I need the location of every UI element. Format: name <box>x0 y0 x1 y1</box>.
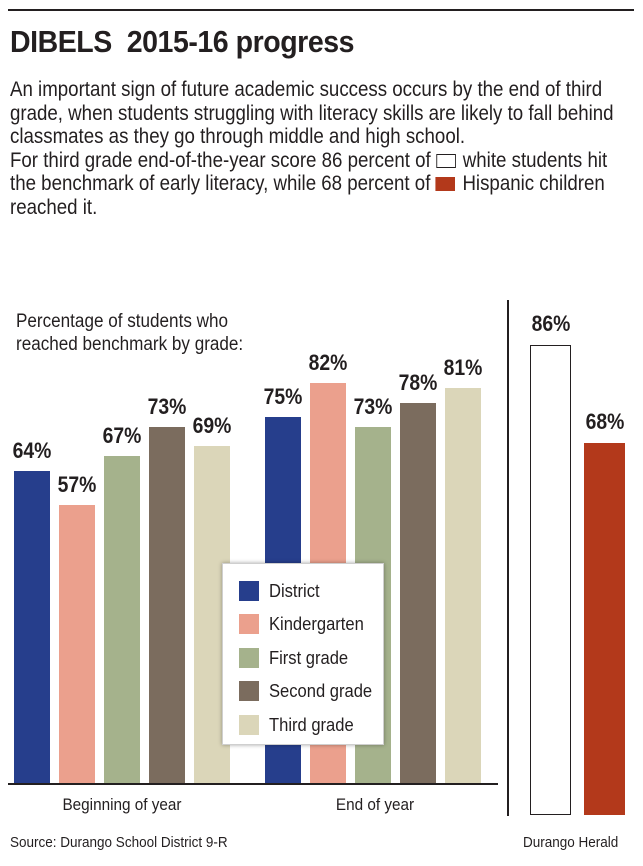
legend-swatch-kindergarten <box>239 614 259 634</box>
intro-text <box>10 78 633 219</box>
bar-end-of-year-third-grade <box>445 388 481 783</box>
value-label-end-of-year-second-grade: 78% <box>398 369 438 395</box>
value-label-end-of-year-kindergarten: 82% <box>308 350 348 375</box>
chart-subtitle: Percentage of students who reached benchmark by grade: <box>16 311 244 355</box>
bar-hispanic <box>584 443 625 815</box>
legend-swatch-second-grade <box>239 681 259 701</box>
bar-beginning-of-year-kindergarten <box>59 505 95 783</box>
x-label-beginning-of-year: Beginning of year <box>62 795 182 814</box>
value-label-beginning-of-year-third-grade: 69% <box>192 413 232 439</box>
credit-line: Durango Herald <box>523 834 619 851</box>
white-students-swatch <box>436 154 456 168</box>
legend-item-kindergarten <box>239 612 389 636</box>
legend-label-first-grade: First grade <box>269 648 349 668</box>
bar-beginning-of-year-district <box>14 471 50 783</box>
x-label-end-of-year: End of year <box>335 795 415 814</box>
value-label-white: 86% <box>531 311 570 336</box>
value-label-beginning-of-year-second-grade: 73% <box>147 393 187 419</box>
section-divider <box>507 300 509 816</box>
bar-beginning-of-year-first-grade <box>104 456 140 783</box>
intro-comparison-start: For third grade end-of-the-year score 86 percent of <box>10 148 431 172</box>
bar-white <box>530 345 571 815</box>
bar-end-of-year-second-grade <box>400 403 436 783</box>
value-label-hispanic: 68% <box>585 409 624 435</box>
source-note: Source: Durango School District 9-R <box>10 834 228 851</box>
legend-item-third-grade <box>239 713 389 737</box>
value-label-beginning-of-year-first-grade: 67% <box>102 423 142 449</box>
intro-comparison <box>10 149 633 220</box>
chart-title: DIBELS 2015-16 progress <box>10 24 355 59</box>
hispanic-students-swatch <box>436 177 456 191</box>
intro-paragraph: An important sign of future academic success occurs by the end of third grade, when students struggling with literacy skills are likely to fall behind classmates as they go through middle and high school. <box>10 78 614 148</box>
legend-label-district: District <box>269 581 320 601</box>
intro-comparison-end: Hispanic children reached it. <box>10 172 605 219</box>
value-label-end-of-year-district: 75% <box>263 384 303 410</box>
value-label-beginning-of-year-kindergarten: 57% <box>57 471 97 497</box>
value-label-beginning-of-year-district: 64% <box>12 437 52 463</box>
value-label-end-of-year-first-grade: 73% <box>353 393 393 419</box>
legend-swatch-third-grade <box>239 715 259 735</box>
legend-label-second-grade: Second grade <box>269 681 373 701</box>
legend-item-first-grade <box>239 646 389 670</box>
bar-beginning-of-year-second-grade <box>149 427 185 783</box>
legend-swatch-district <box>239 581 259 601</box>
legend-label-third-grade: Third grade <box>269 715 354 735</box>
top-rule <box>8 9 634 11</box>
value-label-end-of-year-third-grade: 81% <box>443 354 483 380</box>
legend-item-second-grade <box>239 679 389 703</box>
legend-item-district <box>239 579 389 603</box>
chart-baseline <box>8 783 498 785</box>
legend-label-kindergarten: Kindergarten <box>269 614 364 634</box>
chart-legend <box>222 563 384 745</box>
legend-swatch-first-grade <box>239 648 259 668</box>
intro-comparison-middle: white students hit the benchmark of early literacy, while 68 percent of <box>10 148 608 195</box>
